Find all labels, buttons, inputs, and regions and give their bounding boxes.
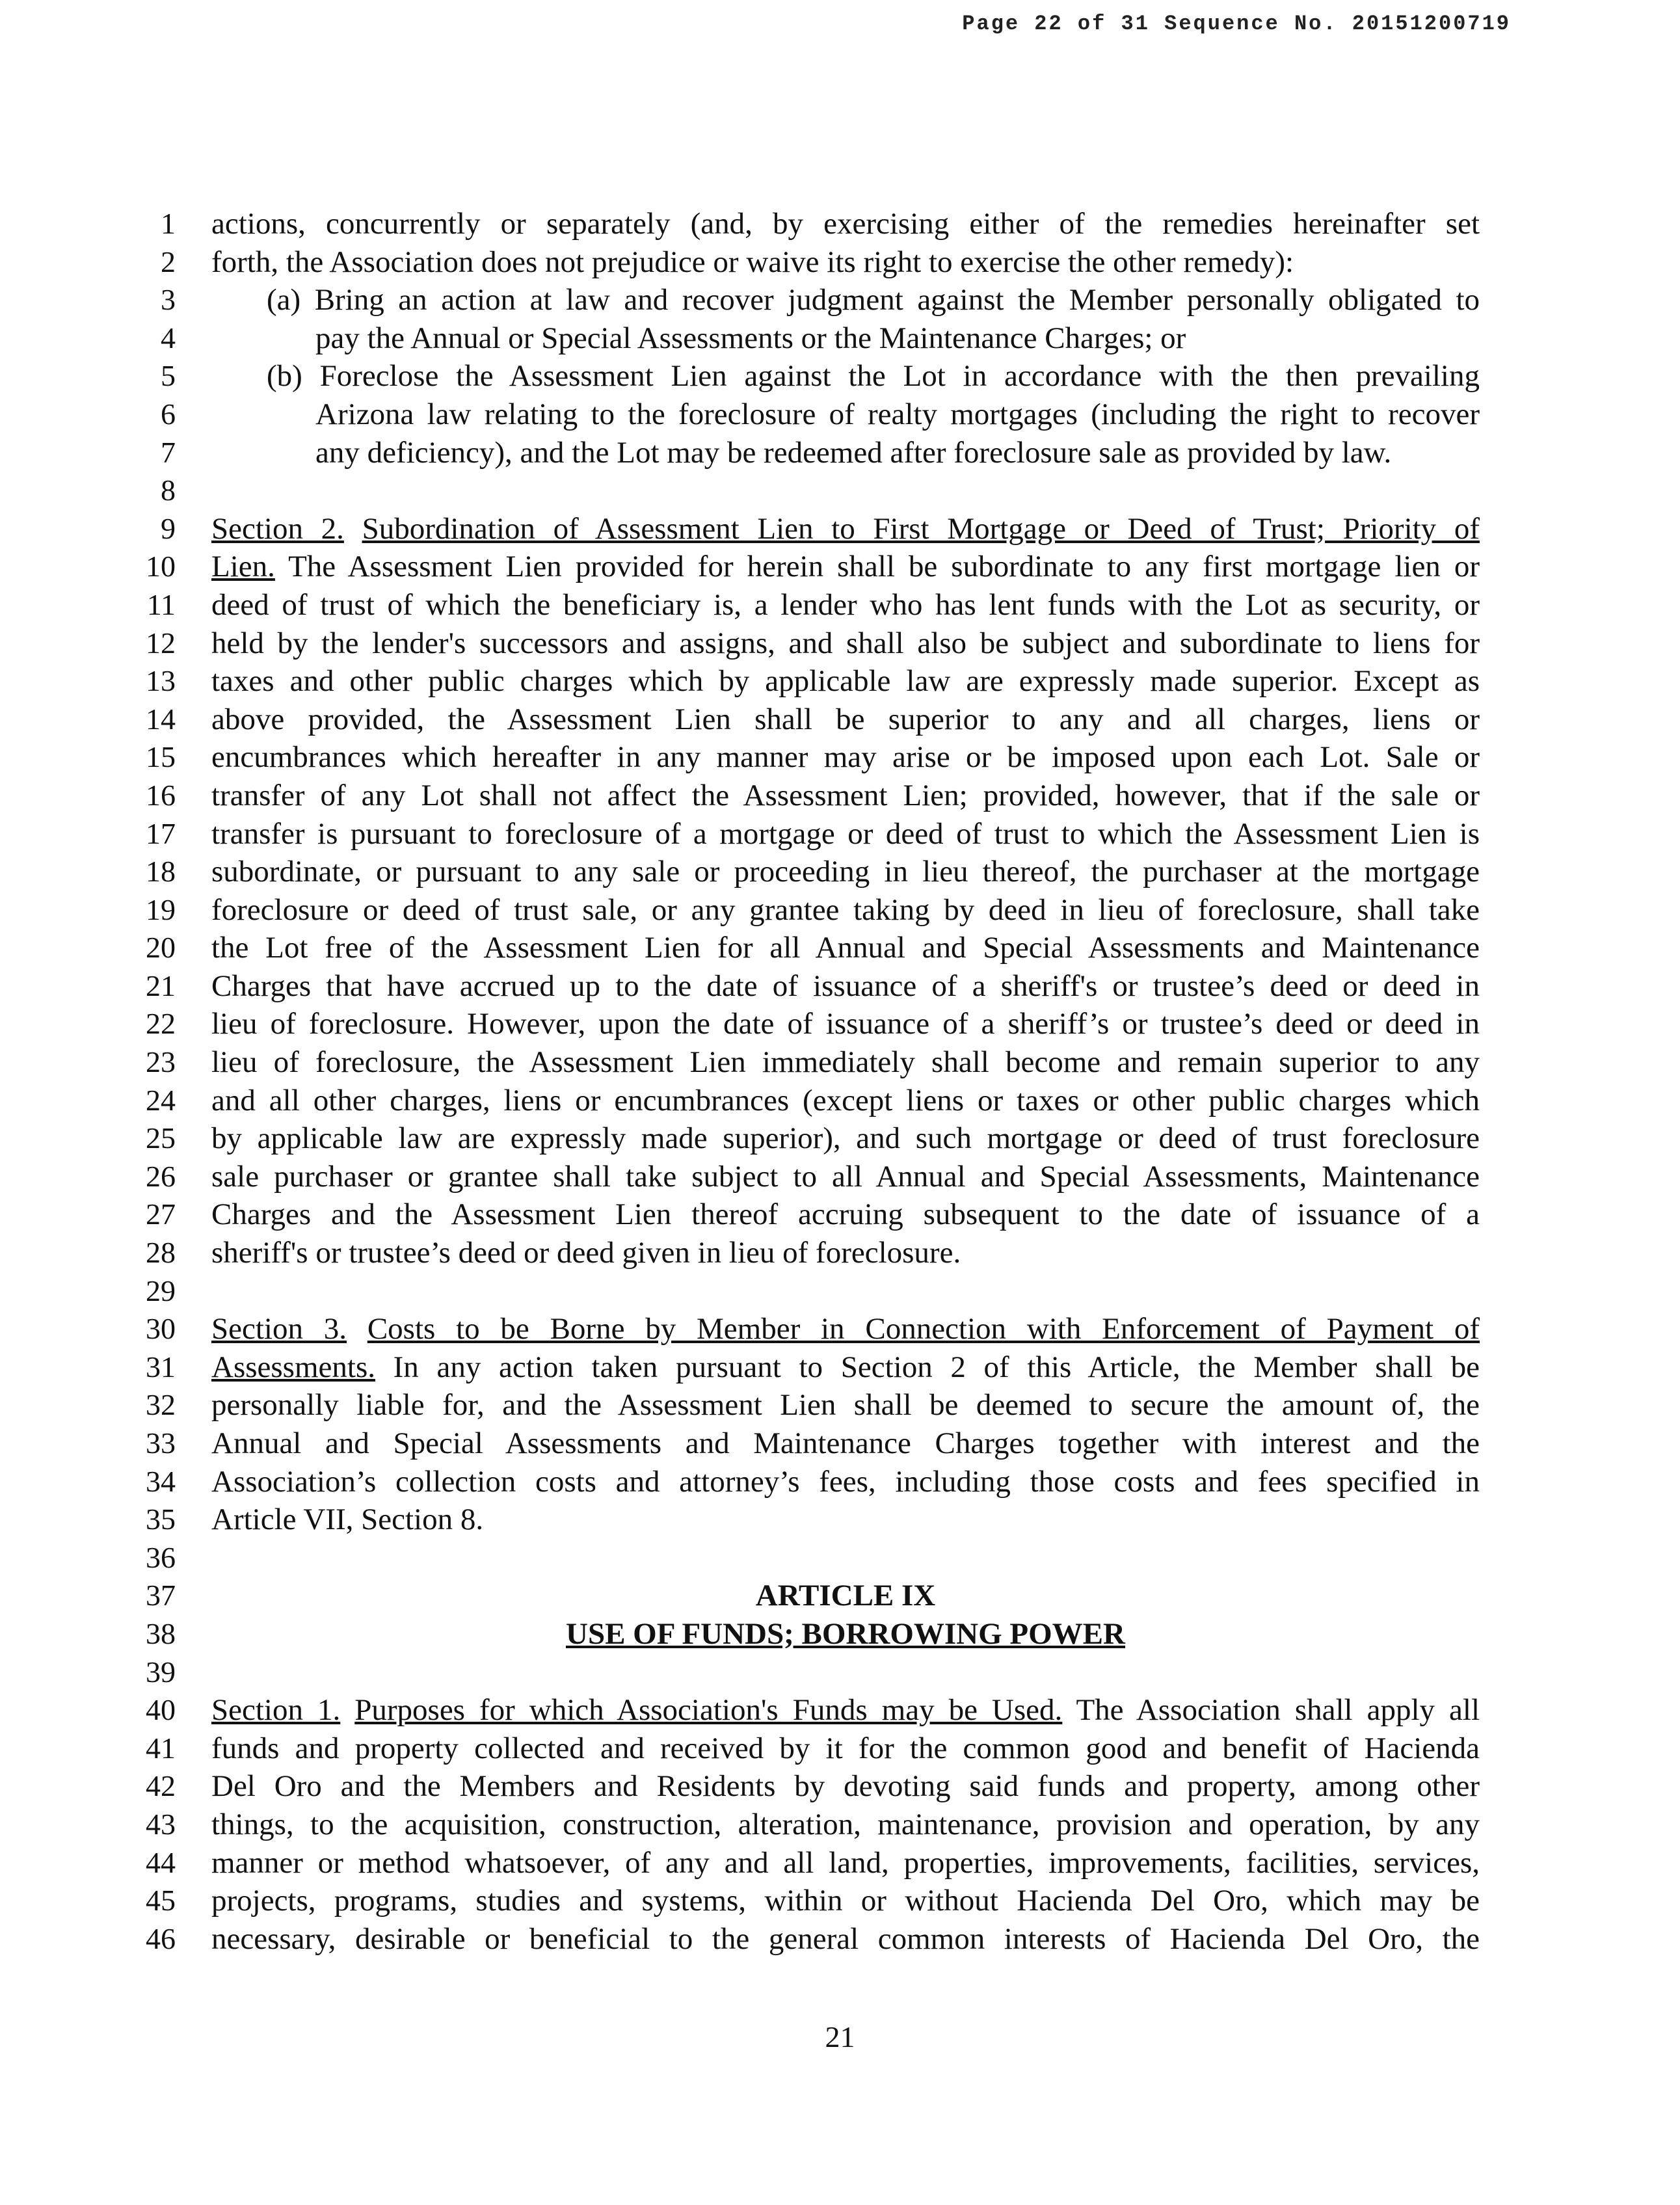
section-3-title: Costs to be Borne by Member in Connection with Enforcement of Payment of (367, 1312, 1480, 1346)
section-3-title-end: Assessments. (211, 1350, 375, 1384)
line-number: 42 (146, 1769, 176, 1803)
text-line-11: deed of trust of which the beneficiary is, a lender who has lent funds with the Lot as security, or (211, 587, 1480, 622)
blank-line-36 (211, 1539, 1480, 1577)
page-number: 21 (825, 2020, 855, 2053)
line-number: 2 (161, 245, 176, 278)
line-number: 46 (146, 1921, 176, 1955)
text-line-13: taxes and other public charges which by applicable law are expressly made superior. Except as (211, 664, 1480, 699)
text-line-25: by applicable law are expressly made superior), and such mortgage or deed of trust foreclosure (211, 1121, 1480, 1156)
line-number: 44 (146, 1845, 176, 1879)
line-number: 7 (161, 435, 176, 469)
line-number: 8 (161, 474, 176, 507)
text-line-26: sale purchaser or grantee shall take subject to all Annual and Special Assessments, Maintenance (211, 1159, 1480, 1194)
line-number: 38 (146, 1616, 176, 1650)
line-number: 18 (146, 855, 176, 889)
line-number: 31 (146, 1350, 176, 1383)
blank-line-29 (211, 1272, 1480, 1311)
text-line-1: actions, concurrently or separately (and, by exercising either of the remedies hereinafter set (211, 207, 1480, 241)
document-body (211, 205, 1480, 1958)
line-number: 41 (146, 1731, 176, 1765)
text-line-19: foreclosure or deed of trust sale, or any grantee taking by deed in lieu of foreclosure, shall take (211, 892, 1480, 927)
text-line-18: subordinate, or pursuant to any sale or proceeding in lieu thereof, the purchaser at the mortgage (211, 855, 1480, 889)
text-line-23: lieu of foreclosure, the Assessment Lien immediately shall become and remain superior to any (211, 1045, 1480, 1080)
text-line-22: lieu of foreclosure. However, upon the date of issuance of a sheriff’s or trustee’s deed or deed in (211, 1007, 1480, 1041)
line-number: 40 (146, 1693, 176, 1727)
text-line-43: things, to the acquisition, construction, alteration, maintenance, provision and operation, by any (211, 1807, 1480, 1841)
line-number: 12 (146, 626, 176, 660)
text-line-14: above provided, the Assessment Lien shall be superior to any and all charges, liens or (211, 702, 1480, 736)
text-line-2: forth, the Association does not prejudice or waive its right to exercise the other remedy): (211, 245, 1294, 279)
text-line-15: encumbrances which hereafter in any manner may arise or be imposed upon each Lot. Sale or (211, 740, 1480, 775)
section-1-label: Section 1. (211, 1693, 341, 1728)
line-number: 11 (146, 587, 176, 621)
line-number: 14 (146, 702, 176, 736)
line-number: 16 (146, 778, 176, 812)
text-line-24: and all other charges, liens or encumbrances (except liens or taxes or other public charges which (211, 1083, 1480, 1117)
line-number: 20 (146, 931, 176, 965)
text-line-41: funds and property collected and received by it for the common good and benefit of Hacienda (211, 1731, 1480, 1765)
blank-line-8 (211, 472, 1480, 510)
section-1-heading (211, 1691, 1480, 1730)
text-line-44: manner or method whatsoever, of any and all land, properties, improvements, facilities, services, (211, 1845, 1480, 1880)
section-3-label: Section 3. (211, 1312, 347, 1346)
text-line-6: Arizona law relating to the foreclosure of realty mortgages (including the right to recover (315, 397, 1480, 431)
text-line-12: held by the lender's successors and assigns, and shall also be subject and subordinate to liens for (211, 626, 1480, 660)
text-line-27: Charges and the Assessment Lien thereof accruing subsequent to the date of issuance of a (211, 1197, 1480, 1232)
line-number: 22 (146, 1007, 176, 1041)
line-number: 6 (161, 397, 176, 431)
line-number: 25 (146, 1121, 176, 1155)
line-numbers-column (104, 205, 176, 1958)
text-line-28: sheriff's or trustee’s deed or deed given in lieu of foreclosure. (211, 1236, 961, 1270)
line-number: 26 (146, 1159, 176, 1193)
text-line-3: (a) Bring an action at law and recover judgment against the Member personally obligated to (267, 283, 1480, 317)
section-1-title: Purposes for which Association's Funds may be Used. (354, 1693, 1063, 1728)
line-number: 4 (161, 321, 176, 354)
text-line-16: transfer of any Lot shall not affect the Assessment Lien; provided, however, that if the sale or (211, 778, 1480, 812)
line-number: 5 (161, 359, 176, 393)
text-line-33: Annual and Special Assessments and Maintenance Charges together with interest and the (211, 1426, 1480, 1460)
line-number: 33 (146, 1426, 176, 1460)
line-number: 35 (146, 1503, 176, 1536)
text-line-45: projects, programs, studies and systems, within or without Hacienda Del Oro, which may be (211, 1884, 1480, 1918)
section-3-heading (211, 1310, 1480, 1348)
line-number: 1 (161, 207, 176, 240)
line-number: 23 (146, 1045, 176, 1079)
line-number: 17 (146, 816, 176, 850)
blank-line-39 (211, 1653, 1480, 1692)
line-number: 34 (146, 1464, 176, 1498)
article-subtitle (211, 1615, 1480, 1653)
text-line-10-rest: The Assessment Lien provided for herein shall be subordinate to any first mortgage lien or (288, 550, 1480, 584)
section-2-heading (211, 510, 1480, 548)
text-line-31-rest: In any action taken pursuant to Section 2 of this Article, the Member shall be (393, 1350, 1480, 1384)
section-2-label: Section 2. (211, 511, 344, 546)
text-line-4: pay the Annual or Special Assessments or the Maintenance Charges; or (315, 321, 1186, 355)
line-number: 43 (146, 1807, 176, 1841)
line-number: 36 (146, 1540, 176, 1574)
article-subtitle-text: USE OF FUNDS; BORROWING POWER (566, 1616, 1125, 1651)
line-number: 29 (146, 1274, 176, 1307)
line-number: 13 (146, 664, 176, 698)
line-number: 37 (146, 1579, 176, 1612)
line-number: 24 (146, 1083, 176, 1117)
line-number: 21 (146, 969, 176, 1002)
text-line-32: personally liable for, and the Assessment Lien shall be deemed to secure the amount of, the (211, 1388, 1480, 1423)
line-number: 15 (146, 740, 176, 774)
article-title: ARTICLE IX (755, 1579, 936, 1613)
text-line-17: transfer is pursuant to foreclosure of a mortgage or deed of trust to which the Assessment Lien is (211, 816, 1480, 851)
text-line-35: Article VII, Section 8. (211, 1503, 484, 1537)
line-number: 3 (161, 283, 176, 317)
text-line-42: Del Oro and the Members and Residents by devoting said funds and property, among other (211, 1769, 1480, 1804)
line-number: 45 (146, 1884, 176, 1918)
text-line-10 (211, 548, 1480, 586)
line-number: 30 (146, 1312, 176, 1346)
section-2-title-end: Lien. (211, 550, 275, 584)
line-number: 39 (146, 1655, 176, 1689)
page-header: Page 22 of 31 Sequence No. 20151200719 (962, 12, 1511, 36)
text-line-46: necessary, desirable or beneficial to the general common interests of Hacienda Del Oro, the (211, 1921, 1480, 1956)
line-number: 32 (146, 1388, 176, 1422)
text-line-7: any deficiency), and the Lot may be redeemed after foreclosure sale as provided by law. (315, 435, 1392, 470)
section-2-title: Subordination of Assessment Lien to First Mortgage or Deed of Trust; Priority of (362, 511, 1480, 546)
line-number: 10 (146, 550, 176, 583)
line-number: 28 (146, 1236, 176, 1270)
text-line-34: Association’s collection costs and attorney’s fees, including those costs and fees specified in (211, 1464, 1480, 1499)
text-line-5: (b) Foreclose the Assessment Lien against the Lot in accordance with the then prevailing (267, 359, 1480, 394)
text-line-40-rest: The Association shall apply all (1076, 1693, 1480, 1728)
text-line-20: the Lot free of the Assessment Lien for all Annual and Special Assessments and Maintenance (211, 931, 1480, 965)
line-number: 9 (161, 511, 176, 545)
line-number: 19 (146, 892, 176, 926)
line-number: 27 (146, 1197, 176, 1231)
text-line-31 (211, 1348, 1480, 1387)
text-line-21: Charges that have accrued up to the date of issuance of a sheriff's or trustee’s deed or deed in (211, 969, 1480, 1003)
